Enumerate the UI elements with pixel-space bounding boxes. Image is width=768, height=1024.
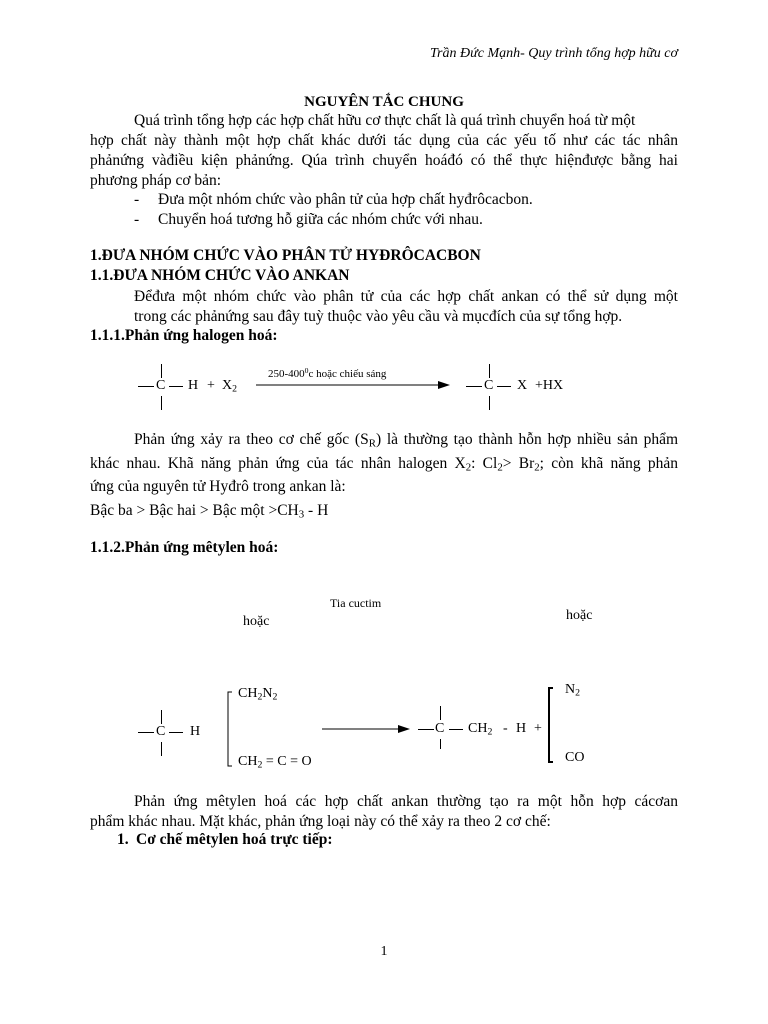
plus-sign: + [207, 378, 215, 393]
bullet-marker: - [134, 211, 140, 228]
reagent-halogen: $X_2$ [222, 378, 238, 395]
carbon-monoxide: CO [565, 750, 585, 765]
section-heading-1-1-2: 1.1.2.Phản ứng mêtylen hoá: [90, 539, 279, 556]
bond-line [489, 364, 490, 378]
bond-line [161, 742, 162, 756]
bullet-text-2: Chuyển hoá tương hỗ giữa các nhóm chức với nhau. [158, 211, 483, 228]
carbon-atom: C [156, 378, 166, 393]
bond-line [497, 386, 511, 387]
reactivity-order: Bậc ba > Bậc hai > Bậc một $>CH_3 - H$ [90, 502, 329, 521]
carbon-atom: C [484, 378, 494, 393]
bond-line [169, 386, 183, 387]
halogen-atom: X [517, 378, 528, 393]
halogenation-line-1: Phản ứng xảy ra theo cơ chế gốc $(S_R)$ là thường tạo thành hỗn hợp nhiều sản phẩm [134, 431, 678, 450]
intro-paragraph [90, 111, 678, 191]
numbered-item-number: 1. [117, 831, 129, 848]
bullet-text-1: Đưa một nhóm chức vào phân tử của hợp chất hyđrôcacbon. [158, 191, 533, 208]
intro-line-1: Quá trình tổng hợp các hợp chất hữu cơ thực chất là quá trình chuyển hoá từ một [134, 112, 636, 129]
intro-line-4: phương pháp cơ bản: [90, 172, 222, 189]
bond-line [138, 732, 154, 733]
bond-line [466, 386, 482, 387]
byproduct-bracket [546, 686, 556, 766]
halogenation-line-3: ứng của nguyên tử Hyđrô trong ankan là: [90, 478, 346, 496]
methylene-group: $CH_2$ [468, 721, 493, 738]
running-header: Trần Đức Mạnh- Quy trình tổng hợp hữu cơ [430, 46, 678, 61]
bullet-marker: - [134, 191, 140, 208]
carbon-atom: C [156, 724, 166, 739]
reaction-arrow [254, 380, 454, 390]
bond-line [418, 729, 434, 730]
methylenation-paragraph [90, 792, 678, 832]
reaction-arrow [320, 724, 412, 734]
nitrogen-gas: $N_2$ [565, 682, 581, 699]
bond-line [161, 364, 162, 378]
reaction-condition: Tia cuctim [330, 596, 382, 610]
intro-line-3: phảnứng vàđiều kiện phảnứng. Qúa trình chuyển hoáđó có thể thực hiệnđược bằng hai [90, 152, 678, 169]
bond-dash: - [503, 721, 508, 736]
bond-line [169, 732, 183, 733]
hydrogen-atom: H [190, 724, 201, 739]
methylenation-line-1: Phản ứng mêtylen hoá các hợp chất ankan thường tạo ra một hỗn hợp cácơan [134, 793, 678, 810]
hydrogen-atom: H [188, 378, 199, 393]
halogenation-line-2: khác nhau. Khã năng phản ứng của tác nhân halogen $X_2$: $Cl_2> Br_2$; còn khã năng phản [90, 454, 678, 474]
or-label-right: hoặc [566, 608, 593, 623]
byproduct: +HX [535, 378, 564, 393]
carbon-atom: C [435, 721, 445, 736]
bond-line [161, 396, 162, 410]
diazomethane: $CH_2N_2$ [238, 686, 278, 703]
ketene: $CH_2 = C = O$ [238, 754, 312, 771]
section-heading-1-1-1: 1.1.1.Phản ứng halogen hoá: [90, 327, 278, 344]
reaction-condition: $250-400^0c$ hoặc chiếu sáng [268, 366, 387, 380]
section-1-1-paragraph [90, 287, 678, 327]
section-heading-1: 1.ĐƯA NHÓM CHỨC VÀO PHÂN TỬ HYĐRÔCACBON [90, 247, 481, 264]
bond-line [138, 386, 154, 387]
bond-line [489, 396, 490, 410]
bond-line [440, 739, 441, 749]
bond-line [161, 710, 162, 724]
numbered-item-text: Cơ chế mêtylen hoá trực tiếp: [136, 831, 333, 848]
halogenation-paragraph [90, 430, 678, 497]
intro-line-2: hợp chất này thành một hợp chất khác dưới tác dụng của các yếu tố như các tác nhân [90, 132, 678, 149]
bond-line [440, 706, 441, 720]
section-1-1-line-2: trong các phảnứng sau đây tuỳ thuộc vào yêu cầu và mụcđích của sự tổng hợp. [134, 308, 623, 325]
section-1-1-line-1: Đểđưa một nhóm chức vào phân tử của các hợp chất ankan có thể sử dụng một [134, 288, 678, 305]
section-heading-1-1: 1.1.ĐƯA NHÓM CHỨC VÀO ANKAN [90, 267, 350, 284]
methylenation-line-2: phẩm khác nhau. Mặt khác, phản ứng loại này có thể xảy ra theo 2 cơ chế: [90, 813, 551, 830]
bond-line [449, 729, 463, 730]
page-number: 1 [380, 944, 388, 959]
hydrogen-atom: H [516, 721, 527, 736]
page-title: NGUYÊN TẮC CHUNG [304, 94, 464, 110]
reagent-bracket [226, 690, 236, 770]
or-label-left: hoặc [243, 614, 270, 629]
plus-sign: + [534, 721, 542, 736]
